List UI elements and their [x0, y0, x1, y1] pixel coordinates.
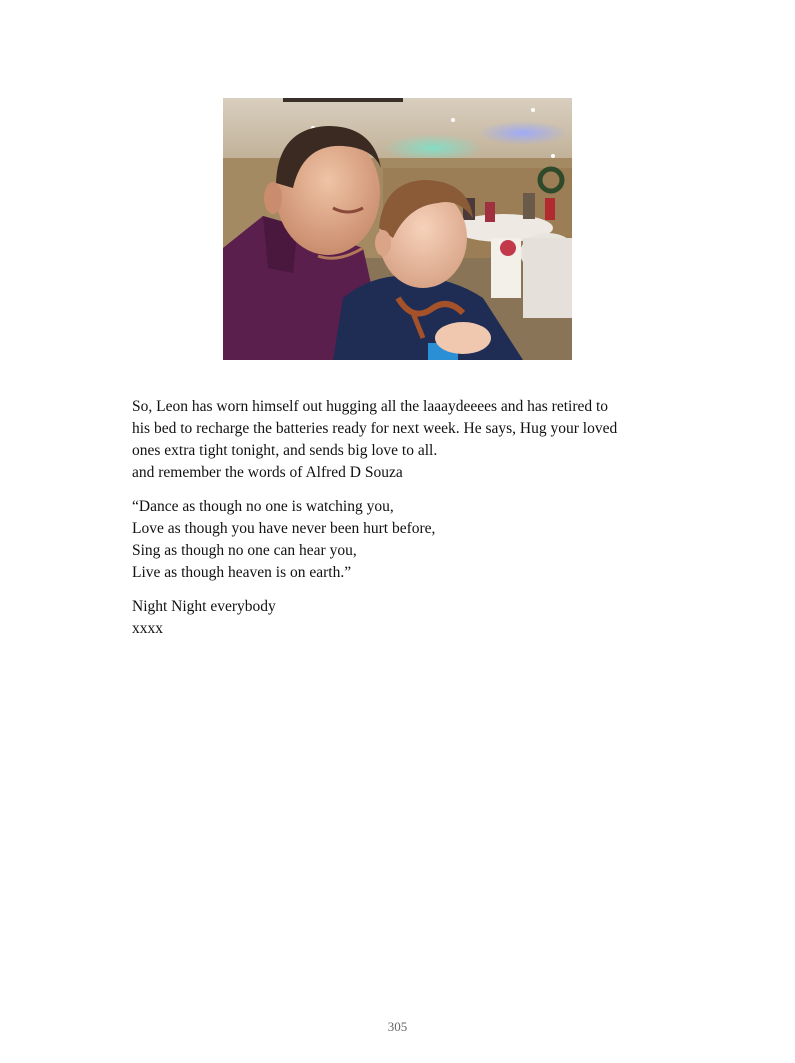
quote-line: Love as though you have never been hurt before, — [132, 520, 436, 537]
text-line: and remember the words of Alfred D Souza — [132, 464, 403, 481]
text-line: ones extra tight tonight, and sends big love to all. — [132, 442, 438, 459]
closing-paragraph — [132, 596, 677, 640]
page-number: 305 — [387, 1019, 408, 1034]
photo-man-and-child — [223, 98, 572, 360]
quote-line: “Dance as though no one is watching you, — [132, 498, 394, 515]
closing-line: xxxx — [132, 620, 163, 637]
closing-line: Night Night everybody — [132, 598, 276, 615]
quote-line: Sing as though no one can hear you, — [132, 542, 357, 559]
intro-paragraph — [132, 396, 677, 484]
text-line: So, Leon has worn himself out hugging all the laaaydeeees and has retired to — [132, 398, 609, 415]
quote-paragraph — [132, 496, 677, 584]
text-line: his bed to recharge the batteries ready for next week. He says, Hug your loved — [132, 420, 618, 437]
body-text — [132, 396, 677, 652]
quote-line: Live as though heaven is on earth.” — [132, 564, 352, 581]
